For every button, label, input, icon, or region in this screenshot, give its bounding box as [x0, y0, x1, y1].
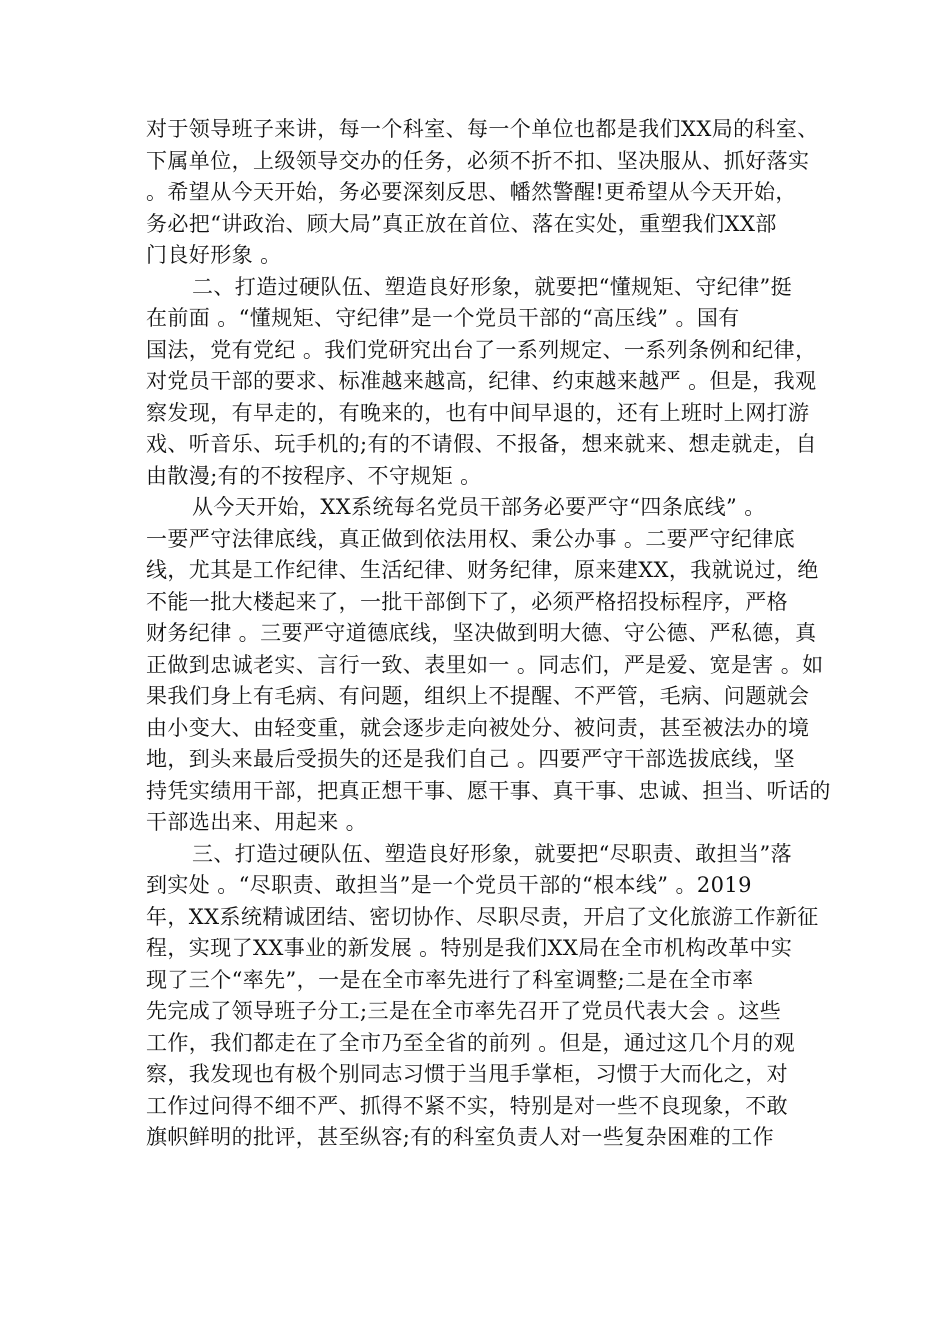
text-line: 到实处 。“尽职责、敢担当”是一个党员干部的“根本线” 。2019	[146, 873, 752, 897]
text-line: 一要严守法律底线，真正做到依法用权、秉公办事 。二要严守纪律底	[146, 526, 796, 551]
text-line: 财务纪律 。三要严守道德底线，坚决做到明大德、守公德、严私德，真	[146, 621, 817, 645]
text-line: 对于领导班子来讲，每一个科室、每一个单位也都是我们XX局的科室、	[146, 117, 819, 141]
text-line: 果我们身上有毛病、有问题，组织上不提醒、不严管，毛病、问题就会	[146, 684, 810, 708]
text-line: 由散漫;有的不按程序、不守规矩 。	[146, 463, 482, 488]
paragraph-first-line: 三、打造过硬队伍、塑造良好形象，就要把“尽职责、敢担当”落	[192, 841, 793, 866]
text-line: 戏、听音乐、玩手机的;有的不请假、不报备，想来就来、想走就走，自	[146, 432, 817, 456]
text-line: 线，尤其是工作纪律、生活纪律、财务纪律，原来建XX，我就说过，绝	[146, 558, 819, 582]
text-line: 工作，我们都走在了全市乃至全省的前列 。但是，通过这几个月的观	[146, 1030, 796, 1055]
text-line: 程，实现了XX事业的新发展 。特别是我们XX局在全市机构改革中实	[146, 936, 793, 960]
text-line: 年，XX系统精诚团结、密切协作、尽职尽责，开启了文化旅游工作新征	[146, 904, 819, 929]
paragraph-first-line: 二、打造过硬队伍、塑造良好形象，就要把“懂规矩、守纪律”挺	[192, 274, 793, 299]
text-line: 不能一批大楼起来了，一批干部倒下了，必须严格招投标程序，严格	[146, 589, 788, 614]
text-line: 干部选出来、用起来 。	[146, 810, 368, 834]
text-line: 地，到头来最后受损失的还是我们自己 。四要严守干部选拔底线，坚	[146, 747, 796, 771]
text-line: 务必把“讲政治、顾大局”真正放在首位、落在实处，重塑我们XX部	[146, 211, 777, 236]
text-line: 正做到忠诚老实、言行一致、表里如一 。同志们，严是爱、宽是害 。如	[146, 652, 824, 677]
text-line: 由小变大、由轻变重，就会逐步走向被处分、被问责，甚至被法办的境	[146, 715, 810, 740]
document-body	[146, 114, 831, 1154]
text-line: 国法，党有党纪 。我们党研究出台了一系列规定、一系列条例和纪律，	[146, 337, 817, 362]
text-line: 。希望从今天开始，务必要深刻反思、幡然警醒!更希望从今天开始，	[146, 180, 797, 204]
text-line: 下属单位，上级领导交办的任务，必须不折不扣、坚决服从、抓好落实	[146, 148, 810, 173]
text-line: 旗帜鲜明的批评，甚至纵容;有的科室负责人对一些复杂困难的工作	[146, 1125, 775, 1149]
text-line: 在前面 。“懂规矩、守纪律”是一个党员干部的“高压线” 。国有	[146, 306, 740, 330]
text-line: 察发现，有早走的，有晚来的，也有中间早退的，还有上班时上网打游	[146, 400, 810, 425]
text-line: 工作过问得不细不严、抓得不紧不实，特别是对一些不良现象，不敢	[146, 1093, 788, 1118]
text-line: 现了三个“率先”，一是在全市率先进行了科室调整;二是在全市率	[146, 967, 754, 992]
text-line: 门良好形象 。	[146, 243, 282, 267]
text-line: 察，我发现也有极个别同志习惯于当甩手掌柜，习惯于大而化之，对	[146, 1062, 788, 1086]
paragraph-first-line: 从今天开始，XX系统每名党员干部务必要严守“四条底线” 。	[192, 495, 766, 519]
text-line: 持凭实绩用干部，把真正想干事、愿干事、真干事、忠诚、担当、听话的	[146, 778, 831, 803]
text-line: 先完成了领导班子分工;三是在全市率先召开了党员代表大会 。这些	[146, 999, 782, 1023]
text-line: 对党员干部的要求、标准越来越高，纪律、约束越来越严 。但是，我观	[146, 369, 817, 393]
